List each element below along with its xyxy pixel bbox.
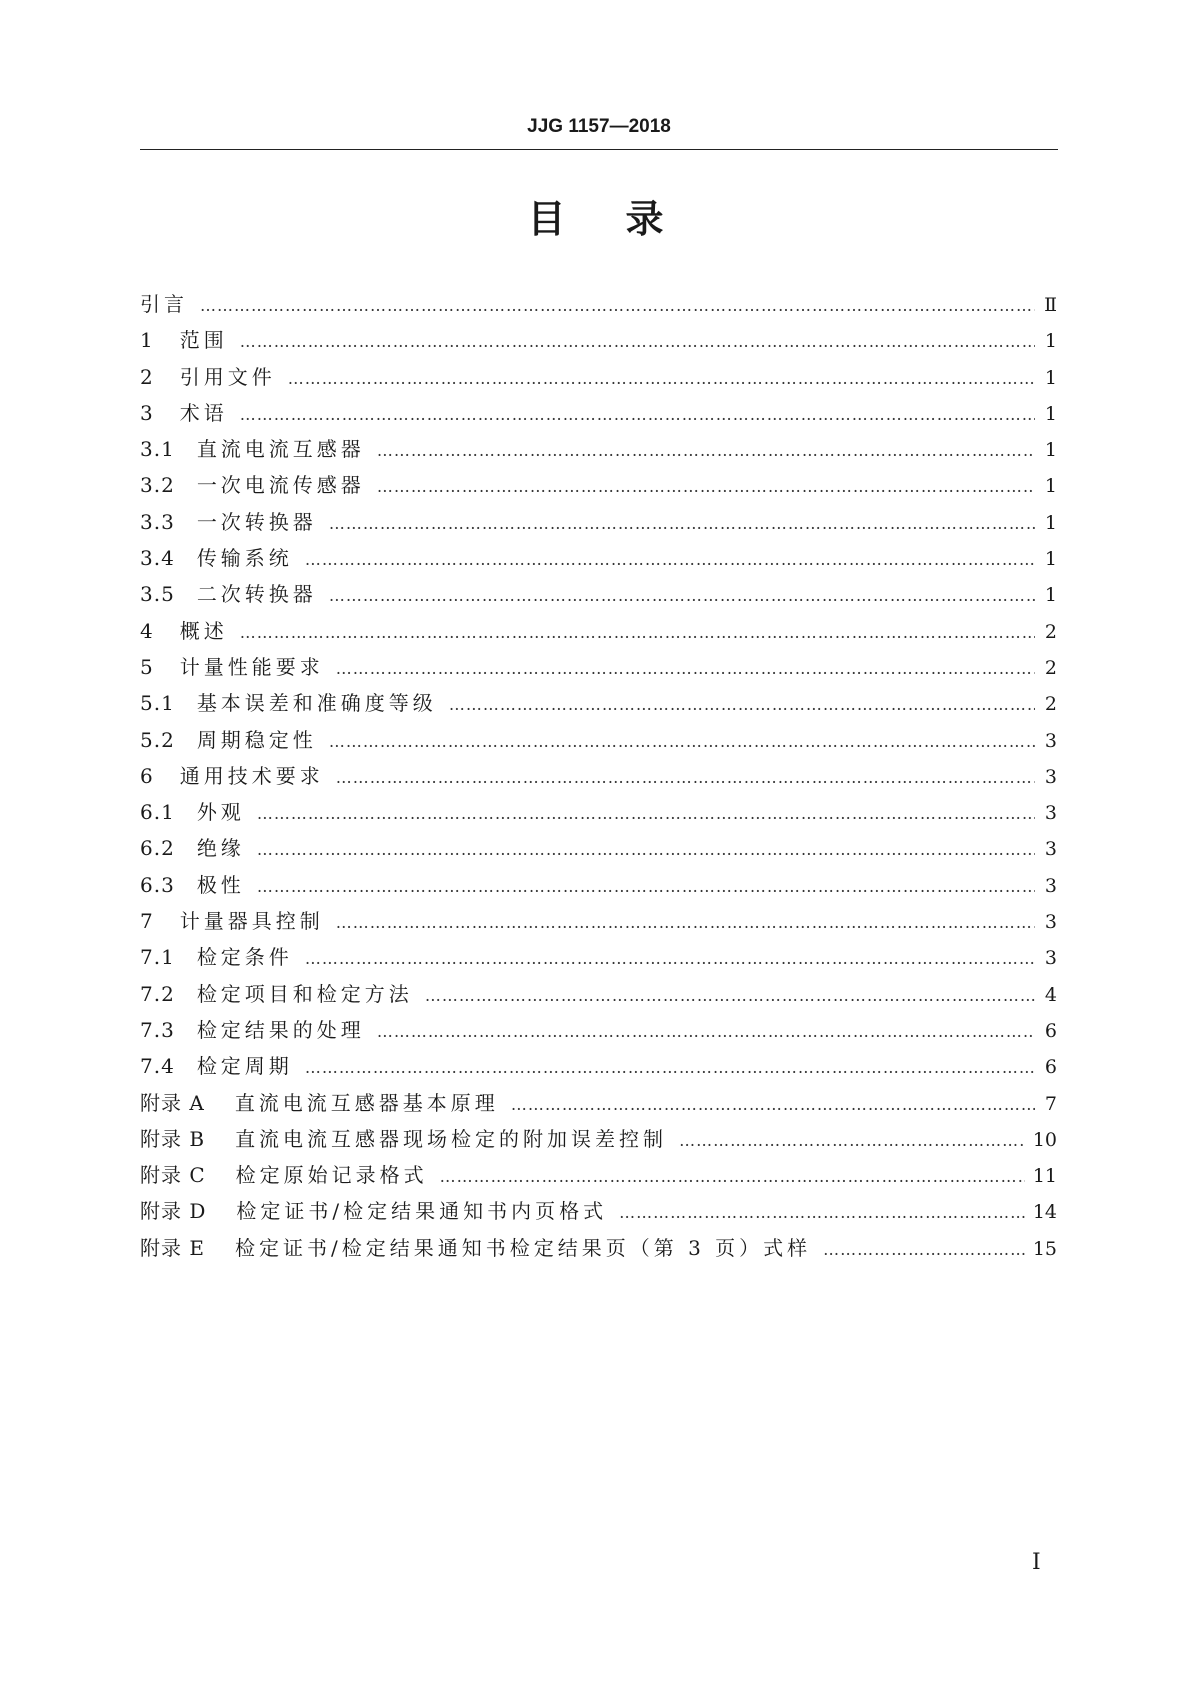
toc-entry[interactable]	[140, 615, 1057, 651]
toc-entry-label: 极性	[196, 872, 245, 897]
toc-entry-page: 6	[1044, 1019, 1057, 1042]
toc-entry[interactable]	[140, 869, 1057, 905]
toc-leader-dots	[511, 1095, 1035, 1114]
toc-leader-dots	[377, 477, 1035, 496]
toc-entry-label: 计量器具控制	[179, 909, 324, 934]
toc-entry[interactable]	[140, 324, 1057, 360]
toc-entry[interactable]	[140, 724, 1057, 760]
toc-entry-page: 1	[1044, 366, 1057, 389]
toc-entry[interactable]	[140, 978, 1057, 1014]
toc-leader-dots	[440, 1167, 1025, 1186]
toc-entry-label: 周期稳定性	[196, 727, 317, 752]
toc-entry-number: 5.1	[140, 691, 175, 716]
toc-entry[interactable]	[140, 1014, 1057, 1050]
toc-entry-page: 2	[1044, 656, 1057, 679]
toc-entry-label: 检定证书/检定结果通知书检定结果页（第 3 页）式样	[234, 1235, 812, 1260]
toc-entry-label: 引用文件	[179, 364, 276, 389]
toc-entry-number: 6.2	[140, 836, 175, 861]
toc-entry-label: 直流电流互感器现场检定的附加误差控制	[235, 1126, 668, 1151]
toc-entry[interactable]	[140, 1050, 1057, 1086]
toc-entry-page: 3	[1044, 765, 1057, 788]
page-number: I	[1032, 1550, 1041, 1575]
toc-leader-dots	[449, 695, 1035, 714]
toc-entry-page: 3	[1044, 838, 1057, 861]
toc-leader-dots	[425, 986, 1035, 1005]
toc-entry-label: 检定条件	[196, 945, 293, 970]
toc-entry-page: 1	[1044, 402, 1057, 425]
toc-entry-number: 7	[140, 909, 154, 934]
toc-leader-dots	[288, 369, 1035, 388]
toc-entry-number: 附录 B	[140, 1126, 206, 1151]
toc-entry[interactable]	[140, 469, 1057, 505]
toc-entry-label: 检定证书/检定结果通知书内页格式	[236, 1199, 608, 1224]
toc-leader-dots	[619, 1203, 1025, 1222]
toc-entry-number: 6	[140, 763, 154, 788]
toc-leader-dots	[679, 1131, 1025, 1150]
toc-entry-number: 5.2	[140, 727, 175, 752]
toc-leader-dots	[240, 405, 1035, 424]
toc-entry-number: 4	[140, 618, 154, 643]
toc-leader-dots	[305, 1058, 1035, 1077]
toc-entry-label: 通用技术要求	[179, 763, 324, 788]
toc-entry-number: 6.1	[140, 800, 175, 825]
toc-entry[interactable]	[140, 687, 1057, 723]
toc-entry[interactable]	[140, 1123, 1057, 1159]
toc-entry-number: 3	[140, 400, 154, 425]
toc-entry-label: 检定项目和检定方法	[196, 981, 413, 1006]
toc-entry[interactable]	[140, 651, 1057, 687]
toc-entry-number: 5	[140, 654, 154, 679]
toc-entry-number: 6.3	[140, 872, 175, 897]
document-code-header: JJG 1157—2018	[527, 116, 671, 137]
toc-entry-label: 二次转换器	[196, 582, 317, 607]
toc-entry-label: 传输系统	[196, 546, 293, 571]
toc-leader-dots	[336, 659, 1035, 678]
toc-leader-dots	[305, 949, 1035, 968]
toc-entry-label: 计量性能要求	[179, 654, 324, 679]
toc-entry-page: 1	[1044, 511, 1057, 534]
toc-entry-page: 1	[1044, 439, 1057, 462]
toc-entry[interactable]	[140, 542, 1057, 578]
toc-leader-dots	[329, 514, 1035, 533]
toc-entry-label: 检定原始记录格式	[235, 1163, 428, 1188]
toc-leader-dots	[329, 732, 1035, 751]
toc-entry-page: Ⅱ	[1044, 294, 1057, 316]
toc-leader-dots	[336, 913, 1035, 932]
toc-entry-number: 3.5	[140, 582, 175, 607]
toc-leader-dots	[200, 296, 1035, 315]
toc-entry-label: 一次转换器	[196, 509, 317, 534]
toc-entry-number: 7.3	[140, 1017, 175, 1042]
toc-entry-label: 外观	[196, 800, 245, 825]
toc-entry-number: 3.3	[140, 509, 175, 534]
toc-entry[interactable]	[140, 1087, 1057, 1123]
toc-entry-label: 概述	[179, 618, 228, 643]
table-of-contents	[140, 288, 1057, 1268]
toc-entry[interactable]	[140, 361, 1057, 397]
toc-entry-label: 术语	[179, 400, 228, 425]
toc-entry-page: 1	[1044, 584, 1057, 607]
toc-leader-dots	[377, 441, 1035, 460]
toc-entry-page: 4	[1044, 983, 1057, 1006]
toc-entry[interactable]	[140, 1232, 1057, 1268]
toc-entry-page: 11	[1032, 1165, 1057, 1188]
toc-entry-page: 10	[1032, 1128, 1057, 1151]
toc-entry-number: 1	[140, 328, 154, 353]
toc-entry-page: 1	[1044, 475, 1057, 498]
toc-leader-dots	[329, 586, 1035, 605]
toc-entry-number: 3.1	[140, 437, 175, 462]
toc-leader-dots	[240, 623, 1035, 642]
toc-entry-number: 7.2	[140, 981, 175, 1006]
toc-entry-number: 附录 D	[140, 1199, 207, 1224]
toc-entry-label: 绝缘	[196, 836, 245, 861]
toc-entry-page: 3	[1044, 947, 1057, 970]
toc-entry-label: 检定周期	[196, 1054, 293, 1079]
toc-entry-page: 3	[1044, 874, 1057, 897]
toc-entry-label: 检定结果的处理	[196, 1017, 365, 1042]
page-title: 目录	[527, 197, 724, 241]
toc-entry-number: 3.4	[140, 546, 175, 571]
toc-entry-label: 引言	[140, 292, 188, 316]
toc-entry[interactable]	[140, 941, 1057, 977]
toc-entry[interactable]	[140, 796, 1057, 832]
toc-entry-page: 15	[1032, 1237, 1057, 1260]
toc-entry-page: 2	[1044, 620, 1057, 643]
toc-entry-page: 3	[1044, 802, 1057, 825]
toc-leader-dots	[240, 332, 1035, 351]
toc-entry-page: 7	[1044, 1092, 1057, 1115]
header-rule	[140, 149, 1058, 150]
toc-entry[interactable]	[140, 433, 1057, 469]
toc-entry[interactable]	[140, 905, 1057, 941]
toc-entry[interactable]	[140, 397, 1057, 433]
toc-entry-label: 范围	[179, 328, 228, 353]
toc-entry-page: 2	[1044, 693, 1057, 716]
toc-entry-page: 3	[1044, 911, 1057, 934]
toc-entry-label: 一次电流传感器	[196, 473, 365, 498]
toc-entry[interactable]	[140, 506, 1057, 542]
toc-entry-page: 3	[1044, 729, 1057, 752]
toc-leader-dots	[336, 768, 1035, 787]
toc-entry[interactable]	[140, 760, 1057, 796]
toc-entry-number: 2	[140, 364, 154, 389]
toc-leader-dots	[257, 877, 1035, 896]
toc-leader-dots	[823, 1240, 1025, 1259]
toc-entry-number: 7.4	[140, 1054, 175, 1079]
toc-entry-number: 7.1	[140, 945, 175, 970]
toc-entry[interactable]	[140, 578, 1057, 614]
toc-entry[interactable]	[140, 832, 1057, 868]
toc-leader-dots	[257, 804, 1035, 823]
toc-leader-dots	[257, 840, 1035, 859]
toc-entry-label: 直流电流互感器	[196, 437, 365, 462]
toc-entry-number: 附录 A	[140, 1090, 205, 1115]
toc-entry[interactable]	[140, 1195, 1057, 1231]
toc-leader-dots	[305, 550, 1035, 569]
toc-entry-page: 1	[1044, 548, 1057, 571]
toc-entry-number: 附录 E	[140, 1235, 205, 1260]
toc-entry-number: 附录 C	[140, 1163, 206, 1188]
toc-entry[interactable]	[140, 1159, 1057, 1195]
toc-entry-page: 1	[1044, 330, 1057, 353]
toc-entry-number: 3.2	[140, 473, 175, 498]
toc-entry-page: 14	[1032, 1201, 1057, 1224]
toc-entry[interactable]	[140, 288, 1057, 324]
toc-entry-label: 直流电流互感器基本原理	[234, 1090, 499, 1115]
toc-entry-label: 基本误差和准确度等级	[196, 691, 437, 716]
toc-entry-page: 6	[1044, 1056, 1057, 1079]
toc-leader-dots	[377, 1022, 1035, 1041]
